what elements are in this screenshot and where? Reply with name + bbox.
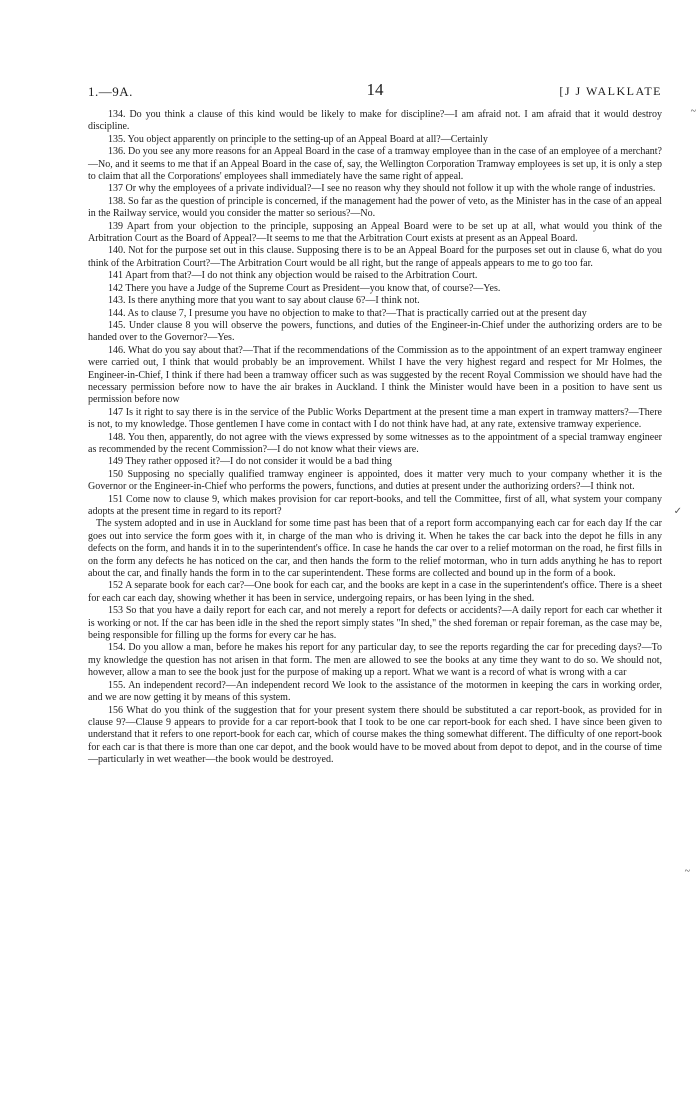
paragraph-144: 144. As to clause 7, I presume you have no objection to make to that?—That is practically carried out at the present day <box>108 307 587 319</box>
paragraph-136: 136. Do you see any more reasons for an Appeal Board in the case of a tramway employee than in the case of an employee of a merchant?—No, and it seems to me that if an Appeal Board in the case of, say, the Wellington Corporation Tramway employees is set up, it is only a step to claim that all the Corporations' employees shall immediately have the same right of appeal. <box>88 146 662 183</box>
paragraph-156: 156 What do you think of the suggestion that for your present system there should be substituted a car report-book, as provided for in clause 9?—Clause 9 appears to provide for a car report-book that I took to be one car report-book for each shed. I have since been given to understand that it refers to one report-book for each car, which of course makes the thing somewhat different. The difficulty of one report-book for each car is that there is more than one car depot, and the book would have to be moved about from depot to depot, and in the course of time—particularly in wet weather—the book would be destroyed. <box>88 704 662 766</box>
margin-mark-top: ~ <box>690 106 696 117</box>
paragraph-155: 155. An independent record?—An independent record We look to the assistance of the motormen in keeping the cars in working order, and we are now getting it by means of this system. <box>88 679 662 704</box>
paragraph-153: 153 So that you have a daily report for each car, and not merely a report for defects or accidents?—A daily report for each car whether it is working or not. If the car has been idle in the shed the report simply states "In shed," the shed foreman or repair foreman, as the case may be, being responsible for filling up the forms for every car he has. <box>88 605 662 642</box>
page-number: 14 <box>366 80 384 99</box>
page-header <box>88 80 662 100</box>
paragraph-138: 138. So far as the question of principle is concerned, if the management had the power of veto, as the Minister has in the case of an appeal in the Railway service, would you consider the matter so serious?—No. <box>88 195 662 220</box>
paragraph-139: 139 Apart from your objection to the principle, supposing an Appeal Board were to be set up at all, what would you think of the Arbitration Court as the Board of Appeal?—It seems to me that the Arbitration Court exists at present as an Appeal Board. <box>88 220 662 245</box>
paragraph-145: 145. Under clause 8 you will observe the powers, functions, and duties of the Engineer-in-Chief under the authorizing orders are to be handed over to the Governor?—Yes. <box>88 319 662 344</box>
paragraph-149: 149 They rather opposed it?—I do not consider it would be a bad thing <box>108 456 392 468</box>
paragraph-151-answer: The system adopted and in use in Auckland for some time past has been that of a report form accompanying each car for each day If the car goes out into service the form goes with it, in charge of the man who is driving it. When he takes the car back into the depot he fills in any defects on the form, and hands it in to the superintendent's office. In case he hands the car over to a relief motorman on the road, he first fills in on the form any defects he has noticed on the car, and then hands the form to the relief motorman, who in turn adds anything he has to report about the car, and finally hands the form in to the car superintendent. These forms are collected and bound up in the form of a book. <box>88 518 662 580</box>
paragraph-152: 152 A separate book for each car?—One book for each car, and the books are kept in a case in the superintendent's office. There is a sheet for each car each day, showing whether it has been in service, undergoing repairs, or has been lying in the shed. <box>88 580 662 604</box>
paragraph-146: 146. What do you say about that?—That if the recommendations of the Commission as to the appointment of an expert tramway engineer were carried out, I think that would probably be an improvement. Whilst I have the very highest regard and respect for Mr Holmes, the Engineer-in-Chief, I think if there had been a tramway officer such as was suggested by the recent Royal Commission we should have had the necessary permission before now to have the air brakes in Auckland. I think the Minister would have been in a position to have sent us permission before now <box>88 344 662 406</box>
paragraph-137: 137 Or why the employees of a private individual?—I see no reason why they should not follow it up with the whole range of industries. <box>108 183 656 195</box>
paragraph-154: 154. Do you allow a man, before he makes his report for any particular day, to see the reports regarding the car for preceding days?—To my knowledge the question has not arisen in that form. The men are allowed to see the books at any time they want to do so. We should not, however, allow a man to see the book just for the purpose of making up a report. What we want is a record of what is wrong with a car <box>88 642 662 679</box>
margin-tick-mark: ✓ <box>673 506 682 517</box>
paragraph-135: 135. You object apparently on principle to the setting-up of an Appeal Board at all?—Certainly <box>108 133 488 145</box>
paragraph-150: 150 Supposing no specially qualified tramway engineer is appointed, does it matter very much to your company whether it is the Governor or the Engineer-in-Chief who performs the powers, functions, and duties at present under the authorizing orders?—I think not. <box>88 468 662 493</box>
margin-mark-bottom: ~ <box>684 866 690 877</box>
paragraph-140: 140. Not for the purpose set out in this clause. Supposing there is to be an Appeal Board for the purposes set out in clause 6, what do you think of the Arbitration Court?—The Arbitration Court would be all right, but the range of appeals appears to me to go too far. <box>88 245 662 269</box>
paragraph-147: 147 Is it right to say there is in the service of the Public Works Department at the present time a man expert in tramway matters?—There is not, to my knowledge. Those gentlemen I have come in contact with I do not think have had, at any rate, extensive tramway experience. <box>88 406 662 431</box>
paragraph-142: 142 There you have a Judge of the Supreme Court as President—you know that, of course?—Yes. <box>108 282 501 294</box>
paragraph-151: 151 Come now to clause 9, which makes provision for car report-books, and tell the Committee, first of all, what system your company adopts at the present time in regard to its report? <box>88 493 662 517</box>
evidence-transcript <box>88 109 662 767</box>
witness-name: [J J WALKLATE <box>559 84 662 98</box>
paragraph-141: 141 Apart from that?—I do not think any objection would be raised to the Arbitration Court. <box>108 270 478 282</box>
paragraph-148: 148. You then, apparently, do not agree with the views expressed by some witnesses as to the appointment of a special tramway engineer as recommended by the recent Commission?—I do not know what their views are. <box>88 431 662 455</box>
paragraph-143: 143. Is there anything more that you want to say about clause 6?—I think not. <box>108 295 420 307</box>
paragraph-134: 134. Do you think a clause of this kind would be likely to make for discipline?—I am afraid not. I am afraid that it would destroy discipline. <box>88 109 662 133</box>
report-reference: 1.—9A. <box>88 84 133 99</box>
